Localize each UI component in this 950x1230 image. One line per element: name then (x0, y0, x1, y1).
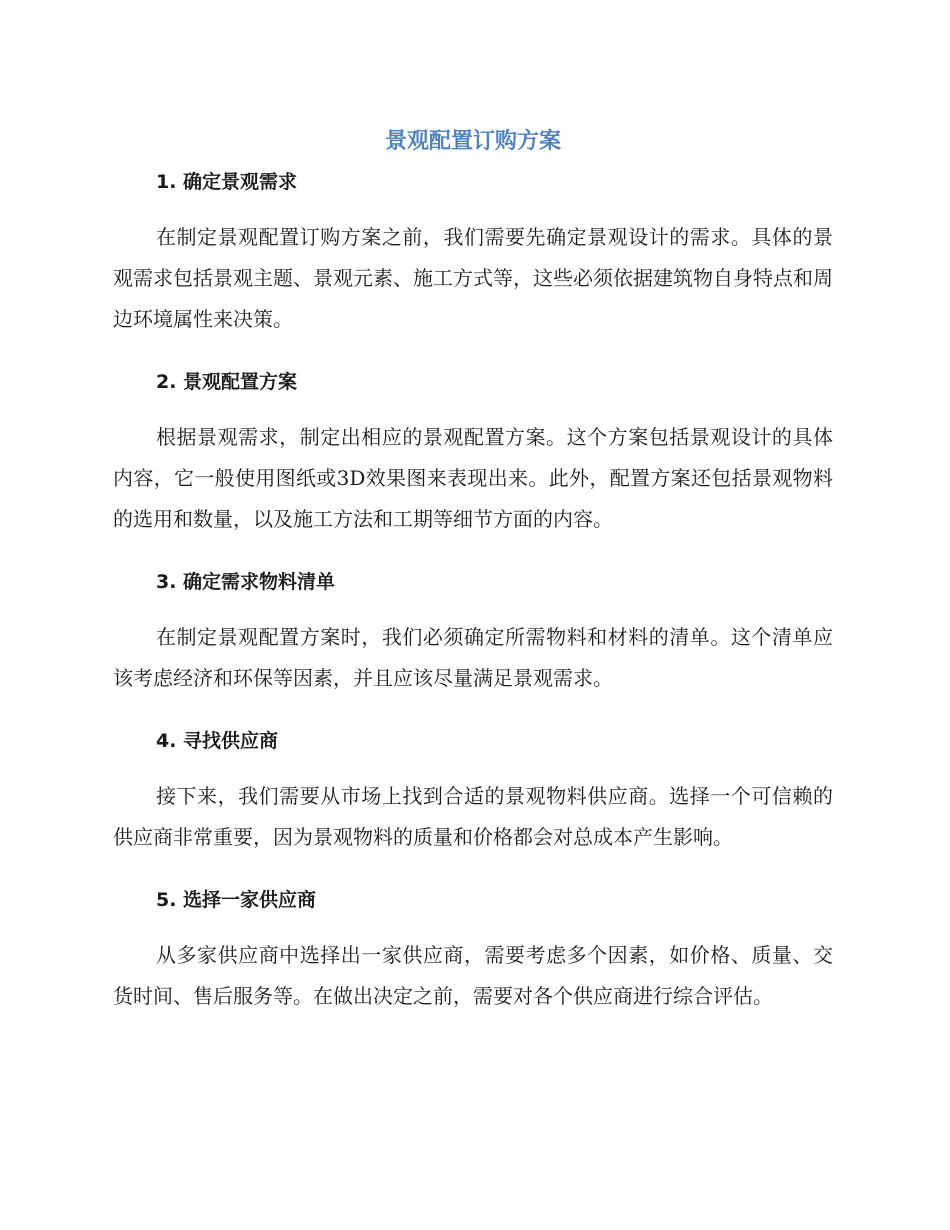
section-heading-3: 3. 确定需求物料清单 (156, 571, 336, 593)
section-heading-4: 4. 寻找供应商 (156, 730, 279, 752)
section-body-1: 在制定景观配置订购方案之前，我们需要先确定景观设计的需求。具体的景观需求包括景观主题、景观元素、施工方式等，这些必须依据建筑物自身特点和周边环境属性来决策。 (113, 225, 833, 331)
section-body-5: 从多家供应商中选择出一家供应商，需要考虑多个因素，如价格、质量、交货时间、售后服务等。在做出决定之前，需要对各个供应商进行综合评估。 (113, 943, 833, 1008)
document-title: 景观配置订购方案 (384, 129, 561, 154)
section-heading-1: 1. 确定景观需求 (156, 171, 298, 193)
section-heading-2: 2. 景观配置方案 (156, 371, 298, 393)
section-heading-5: 5. 选择一家供应商 (156, 889, 317, 911)
section-body-3: 在制定景观配置方案时，我们必须确定所需物料和材料的清单。这个清单应该考虑经济和环保等因素，并且应该尽量满足景观需求。 (113, 625, 833, 690)
section-body-4: 接下来，我们需要从市场上找到合适的景观物料供应商。选择一个可信赖的供应商非常重要，因为景观物料的质量和价格都会对总成本产生影响。 (113, 784, 833, 849)
section-body-2: 根据景观需求，制定出相应的景观配置方案。这个方案包括景观设计的具体内容，它一般使用图纸或3D效果图来表现出来。此外，配置方案还包括景观物料的选用和数量，以及施工方法和工期等细节方面的内容。 (113, 425, 833, 531)
document-page (113, 122, 833, 1017)
